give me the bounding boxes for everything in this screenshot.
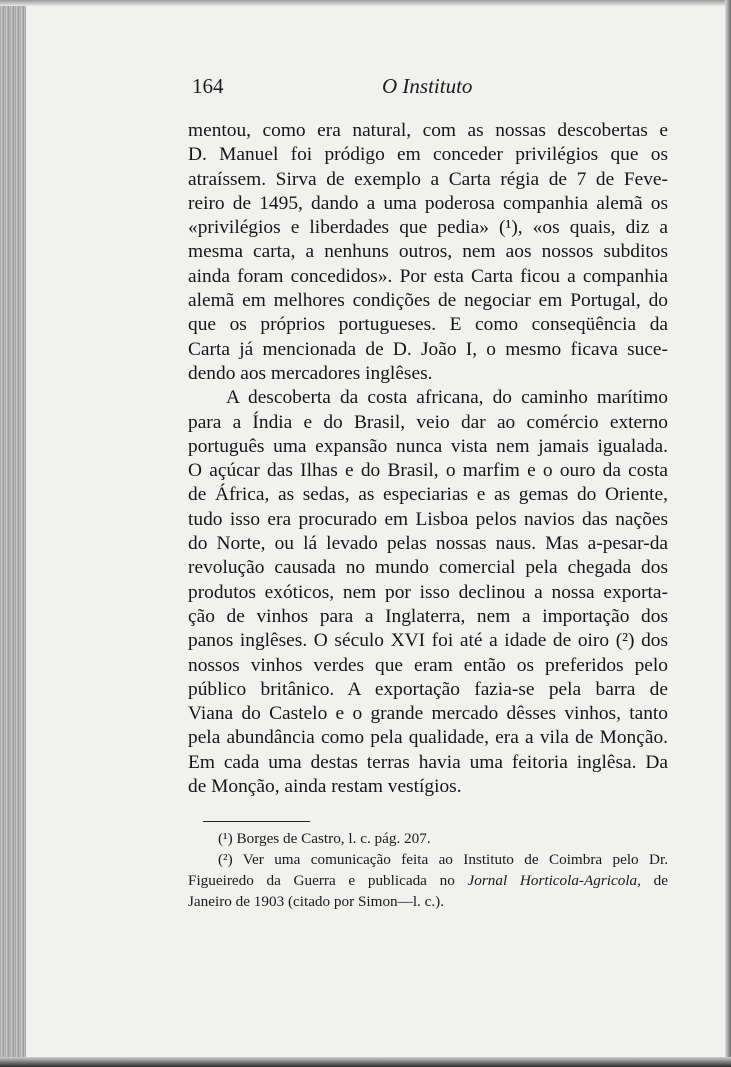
text-line: D. Manuel foi pródigo em conceder privilégios que os xyxy=(188,144,668,166)
text-line: O açúcar das Ilhas e do Brasil, o marfim e o ouro da costa xyxy=(188,460,668,482)
page-gutter xyxy=(0,0,26,1067)
page-top-edge xyxy=(0,0,731,6)
text-line: reiro de 1495, dando a uma poderosa companhia alemã os xyxy=(188,192,668,214)
body-text xyxy=(188,119,668,799)
text-line: mesma carta, a nenhuns outros, nem aos nossos subditos xyxy=(188,241,668,263)
text-line: «privilégios e liberdades que pedia» (¹), «os quais, diz a xyxy=(188,217,668,239)
text-line: revolução causada no mundo comercial pela chegada dos xyxy=(188,557,668,579)
footnote-rule xyxy=(203,821,310,822)
text-line: Viana do Castelo e o grande mercado dêsses vinhos, tanto xyxy=(188,703,668,725)
page-right-edge xyxy=(725,0,731,1067)
text-line: português uma expansão nunca vista nem jamais igualada. xyxy=(188,435,668,457)
text-line: Em cada uma destas terras havia uma feitoria inglêsa. Da xyxy=(188,751,668,773)
text-line: de Monção, ainda restam vestígios. xyxy=(188,776,462,798)
journal-title: Jornal Horticola-Agricola, xyxy=(467,872,641,889)
text-line: atraíssem. Sirva de exemplo a Carta régia de 7 de Feve- xyxy=(188,168,668,190)
text-line: ainda foram concedidos». Por esta Carta ficou a companhia xyxy=(188,265,668,287)
text-line: dendo aos mercadores inglêses. xyxy=(188,362,433,384)
footnote-2-line-2 xyxy=(188,870,668,891)
footnote-2-text: Figueiredo da Guerra e publicada no xyxy=(188,872,468,889)
page-number: 164 xyxy=(192,74,224,98)
footnote-2-line-1: (²) Ver uma comunicação feita ao Instituto de Coimbra pelo Dr. xyxy=(218,851,668,868)
text-line: panos inglêses. O século XVI foi até a idade de oiro (²) dos xyxy=(188,630,668,652)
text-line: tudo isso era procurado em Lisboa pelos navios das nações xyxy=(188,508,668,530)
text-line: pela abundância como pela qualidade, era a vila de Monção. xyxy=(188,727,668,749)
text-line: ção de vinhos para a Inglaterra, nem a importação dos xyxy=(188,605,668,627)
page-bottom-edge xyxy=(0,1057,731,1067)
text-line: Carta já mencionada de D. João I, o mesmo ficava suce- xyxy=(188,338,668,360)
page-header xyxy=(192,74,668,102)
text-line: nossos vinhos verdes que eram então os preferidos pelo xyxy=(188,654,668,676)
text-line: de África, as sedas, as especiarias e as gemas do Oriente, xyxy=(188,484,668,506)
text-line: do Norte, ou lá levado pelas nossas naus. Mas a-pesar-da xyxy=(188,533,668,555)
text-line: que os próprios portugueses. E como conseqüência da xyxy=(188,314,668,336)
footnote-1: (¹) Borges de Castro, l. c. pág. 207. xyxy=(218,830,431,847)
text-line: para a Índia e do Brasil, veio dar ao comércio externo xyxy=(188,411,668,433)
footnotes xyxy=(188,828,668,912)
text-line: mentou, como era natural, com as nossas descobertas e xyxy=(188,120,668,141)
running-title: O Instituto xyxy=(382,74,473,98)
footnote-2-text-end: de xyxy=(640,872,668,889)
text-line: alemã em melhores condições de negociar em Portugal, do xyxy=(188,290,668,312)
text-line: A descoberta da costa africana, do caminho marítimo xyxy=(226,387,668,409)
text-line: público britânico. A exportação fazia-se pela barra de xyxy=(188,678,668,700)
text-line: produtos exóticos, nem por isso declinou a nossa exporta- xyxy=(188,581,668,603)
footnote-2-line-3: Janeiro de 1903 (citado por Simon—l. c.). xyxy=(188,893,445,910)
